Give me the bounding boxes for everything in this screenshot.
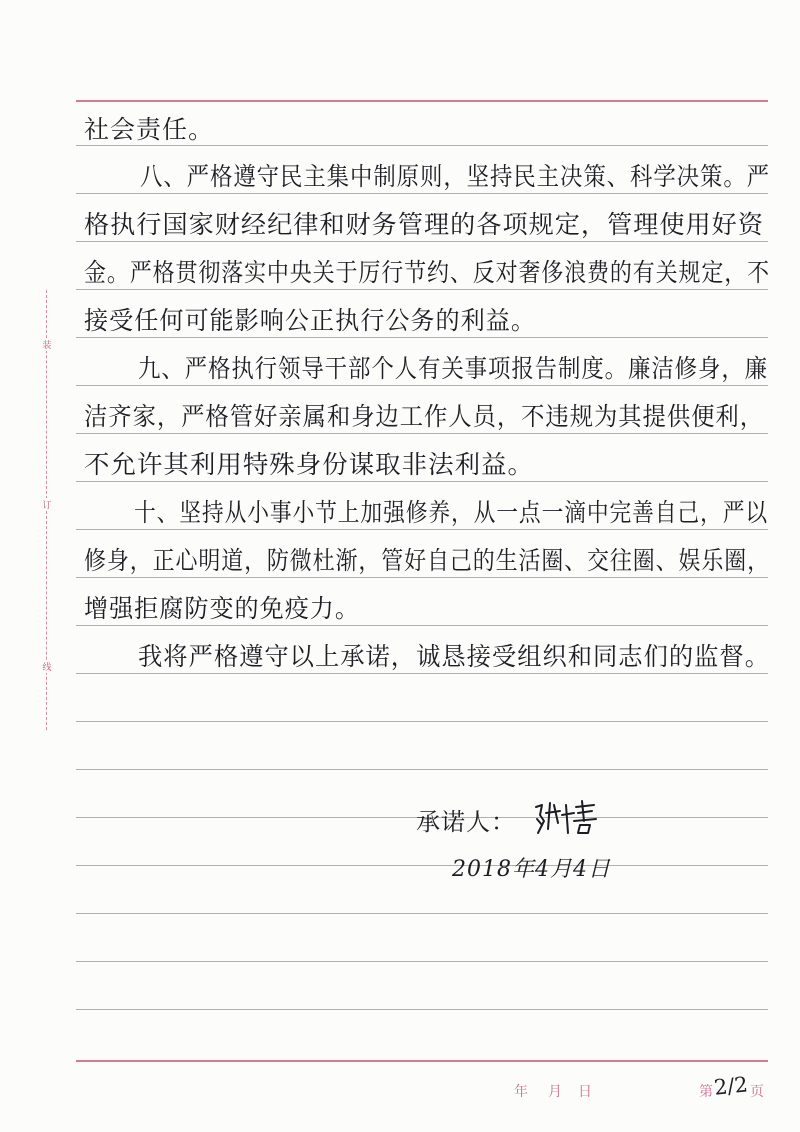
text-line: 格执行国家财经纪律和财务管理的各项规定，管理使用好资: [84, 210, 764, 239]
text-line: 我将严格遵守以上承诺，诚恳接受组织和同志们的监督。: [138, 642, 770, 671]
ruled-line: [76, 577, 768, 578]
ruled-line: [76, 289, 768, 290]
footer-page-suffix: 页: [750, 1084, 766, 1100]
text-line: 十、坚持从小事小节上加强修养，从一点一滴中完善自己，严以: [134, 498, 768, 527]
text-line: 金。严格贯彻落实中央关于厉行节约、反对奢侈浪费的有关规定，不: [84, 258, 770, 287]
binding-mark: 订: [38, 498, 56, 511]
ruled-line: [76, 241, 768, 242]
footer-month-label: 月: [548, 1084, 564, 1100]
text-line: 八、严格遵守民主集中制原则，坚持民主决策、科学决策。严: [140, 162, 770, 191]
footer-page-prefix: 第: [699, 1084, 715, 1100]
ruled-line: [76, 865, 768, 866]
ruled-line: [76, 481, 768, 482]
ruled-line: [76, 433, 768, 434]
binding-mark: 装: [38, 338, 56, 351]
text-line: 不允许其利用特殊身份谋取非法利益。: [84, 450, 534, 479]
ruled-line: [76, 913, 768, 914]
ruled-line: [76, 1009, 768, 1010]
footer-year-label: 年: [514, 1084, 530, 1100]
ruled-line: [76, 385, 768, 386]
ruled-line: [76, 721, 768, 722]
date: 2018年4月4日: [452, 857, 611, 882]
text-line: 接受任何可能影响公正执行公务的利益。: [84, 306, 536, 335]
page-number: 2/2: [712, 1072, 749, 1100]
binding-mark: 线: [38, 660, 56, 673]
text-line: 修身，正心明道，防微杜渐，管好自己的生活圈、交往圈、娱乐圈，: [84, 546, 770, 575]
text-line: 九、严格执行领导干部个人有关事项报告制度。廉洁修身，廉: [138, 354, 768, 383]
footer-day-label: 日: [578, 1084, 594, 1100]
ruled-line: [76, 529, 768, 530]
text-line: 社会责任。: [84, 115, 215, 144]
text-line: 洁齐家，严格管好亲属和身边工作人员，不违规为其提供便利，: [84, 402, 764, 431]
ruled-line: [76, 100, 768, 102]
signature-label: 承诺人：: [416, 808, 516, 836]
handwritten-signature: [532, 799, 612, 843]
ruled-line: [76, 337, 768, 338]
ruled-line: [76, 961, 768, 962]
ruled-line: [76, 625, 768, 626]
ruled-line: [76, 769, 768, 770]
ruled-line: [76, 673, 768, 674]
ruled-line: [76, 193, 768, 194]
ruled-line: [76, 1060, 768, 1062]
text-line: 增强拒腐防变的免疫力。: [84, 594, 360, 623]
